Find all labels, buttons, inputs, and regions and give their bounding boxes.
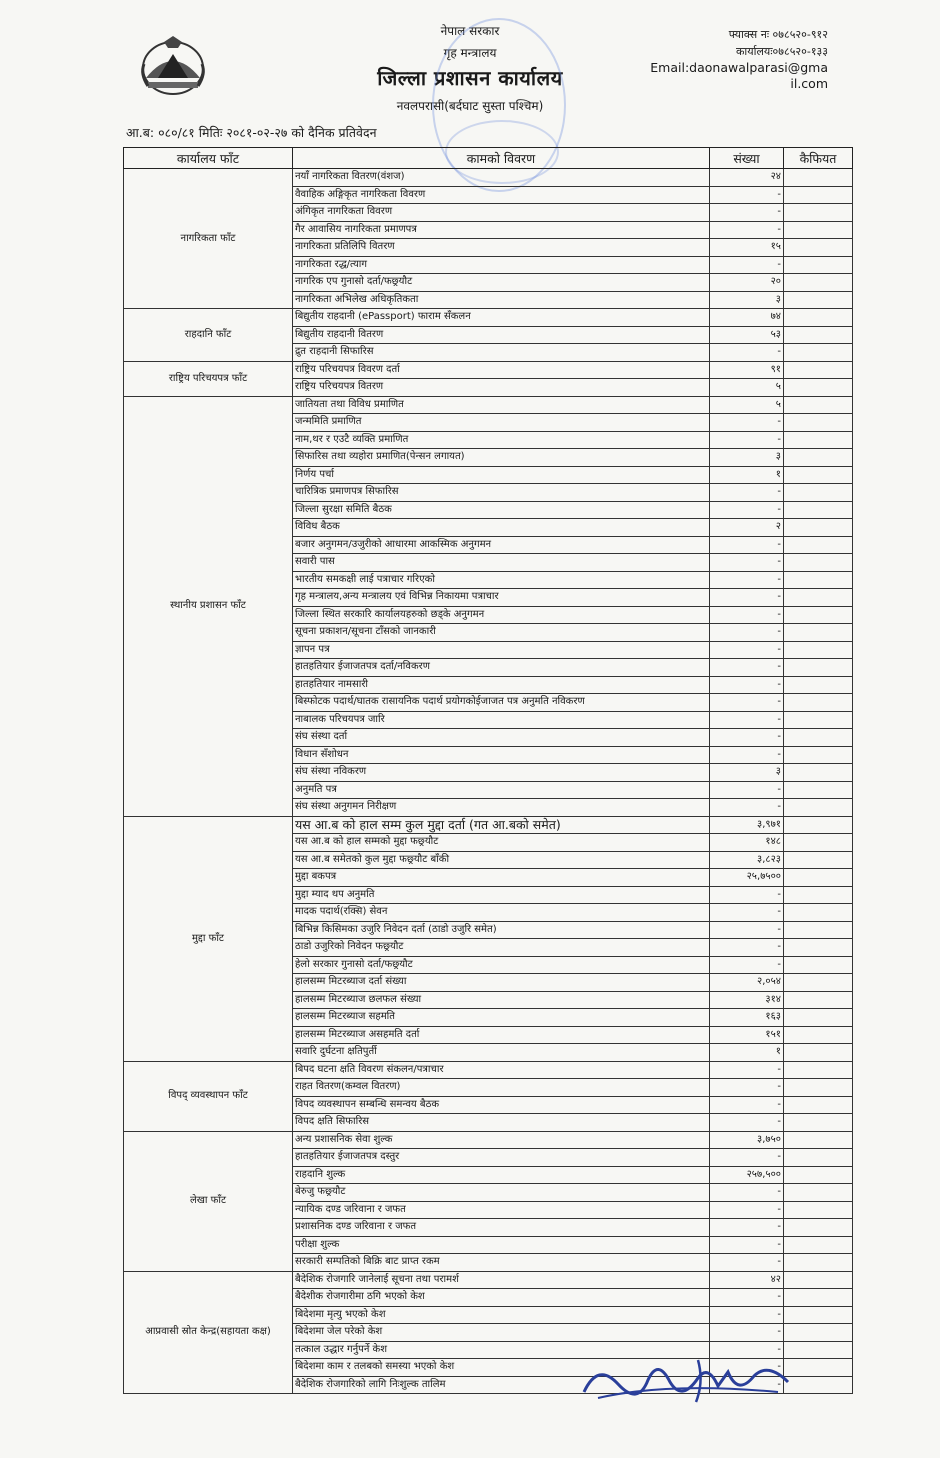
task-description: जातियता तथा विविध प्रमाणित: [293, 396, 710, 414]
task-description: परीक्षा शुल्क: [293, 1236, 710, 1254]
task-remarks: [784, 274, 853, 292]
fax-number: फ्याक्स नः ०७८५२०-९१२: [728, 28, 828, 41]
task-description: हालसम्म मिटरब्याज असहमति दर्ता: [293, 1026, 710, 1044]
section-name: राष्ट्रिय परिचयपत्र फाँट: [124, 361, 293, 396]
task-remarks: [784, 729, 853, 747]
task-count: -: [710, 414, 784, 432]
nepal-emblem-icon: [136, 34, 210, 98]
task-count: -: [710, 554, 784, 572]
task-description: सवारी पास: [293, 554, 710, 572]
task-remarks: [784, 659, 853, 677]
task-remarks: [784, 1044, 853, 1062]
task-description: अनुमति पत्र: [293, 781, 710, 799]
task-count: -: [710, 1254, 784, 1272]
task-remarks: [784, 781, 853, 799]
task-remarks: [784, 169, 853, 187]
table-row: [124, 169, 853, 187]
task-count: -: [710, 939, 784, 957]
task-description: राष्ट्रिय परिचयपत्र वितरण: [293, 379, 710, 397]
task-count: -: [710, 1324, 784, 1342]
task-remarks: [784, 204, 853, 222]
task-count: -: [710, 799, 784, 817]
task-description: द्रुत राहदानी सिफारिस: [293, 344, 710, 362]
task-remarks: [784, 501, 853, 519]
task-description: न्यायिक दण्ड जरिवाना र जफत: [293, 1201, 710, 1219]
column-header-description: कामको विवरण: [293, 148, 710, 169]
task-description: वैवाहिक अङ्गिकृत नागरिकता विवरण: [293, 186, 710, 204]
task-description: राहत वितरण(कम्वल वितरण): [293, 1079, 710, 1097]
task-description: सवारि दुर्घटना क्षतिपुर्ती: [293, 1044, 710, 1062]
task-description: बिद्युतीय राहदानी (ePassport) फाराम सँकलन: [293, 309, 710, 327]
task-remarks: [784, 519, 853, 537]
task-description: राहदानि शुल्क: [293, 1166, 710, 1184]
task-count: -: [710, 501, 784, 519]
task-count: -: [710, 956, 784, 974]
task-remarks: [784, 624, 853, 642]
task-count: २५७,५००: [710, 1166, 784, 1184]
task-remarks: [784, 221, 853, 239]
task-description: ज्ञापन पत्र: [293, 641, 710, 659]
task-remarks: [784, 869, 853, 887]
task-remarks: [784, 606, 853, 624]
task-description: यस आ.ब समेतको कुल मुद्दा फछ्र्यौट बाँकी: [293, 851, 710, 869]
task-description: जिल्ला सुरक्षा समिति बैठक: [293, 501, 710, 519]
task-description: हेलो सरकार गुनासो दर्ता/फछ्र्यौट: [293, 956, 710, 974]
task-count: -: [710, 204, 784, 222]
task-remarks: [784, 641, 853, 659]
task-remarks: [784, 1009, 853, 1027]
task-count: १५१: [710, 1026, 784, 1044]
task-description: बिभिन्न किसिमका उजुरि निवेदन दर्ता (ठाडो उजुरि समेत): [293, 921, 710, 939]
task-remarks: [784, 1254, 853, 1272]
task-description: नागरिकता रद्ध/त्याग: [293, 256, 710, 274]
task-remarks: [784, 239, 853, 257]
task-remarks: [784, 834, 853, 852]
task-count: -: [710, 484, 784, 502]
task-remarks: [784, 1184, 853, 1202]
task-remarks: [784, 1324, 853, 1342]
task-count: -: [710, 676, 784, 694]
task-count: ७४: [710, 309, 784, 327]
task-description: प्रशासनिक दण्ड जरिवाना र जफत: [293, 1219, 710, 1237]
column-header-count: संख्या: [710, 148, 784, 169]
task-count: -: [710, 1376, 784, 1394]
task-description: बिदेशमा जेल परेको केश: [293, 1324, 710, 1342]
task-count: ५३: [710, 326, 784, 344]
task-description: नाम,थर र एउटै व्यक्ति प्रमाणित: [293, 431, 710, 449]
task-remarks: [784, 466, 853, 484]
task-count: -: [710, 571, 784, 589]
task-remarks: [784, 991, 853, 1009]
office-phone: कार्यालयः०७८५२०-१३३: [735, 45, 828, 58]
task-remarks: [784, 676, 853, 694]
task-remarks: [784, 1306, 853, 1324]
task-remarks: [784, 1079, 853, 1097]
task-remarks: [784, 816, 853, 834]
task-remarks: [784, 711, 853, 729]
task-count: -: [710, 1184, 784, 1202]
task-remarks: [784, 431, 853, 449]
task-count: -: [710, 606, 784, 624]
task-description: हालसम्म मिटरब्याज छलफल संख्या: [293, 991, 710, 1009]
task-remarks: [784, 1026, 853, 1044]
task-count: -: [710, 694, 784, 712]
task-description: हातहतियार ईजाजतपत्र दस्तुर: [293, 1149, 710, 1167]
task-count: २,०५४: [710, 974, 784, 992]
task-description: गृह मन्त्रालय,अन्य मन्त्रालय एवं विभिन्न निकायमा पत्राचार: [293, 589, 710, 607]
column-header-remarks: कैफियत: [784, 148, 853, 169]
task-description: नागरिकता प्रतिलिपि वितरण: [293, 239, 710, 257]
task-remarks: [784, 1096, 853, 1114]
task-count: -: [710, 589, 784, 607]
task-remarks: [784, 1271, 853, 1289]
task-remarks: [784, 554, 853, 572]
letterhead: [0, 0, 940, 145]
task-count: -: [710, 781, 784, 799]
task-count: २४: [710, 169, 784, 187]
task-count: -: [710, 711, 784, 729]
task-description: हालसम्म मिटरब्याज दर्ता संख्या: [293, 974, 710, 992]
task-remarks: [784, 1201, 853, 1219]
table-row: [124, 816, 853, 834]
task-remarks: [784, 1114, 853, 1132]
section-name: स्थानीय प्रशासन फाँट: [124, 396, 293, 816]
task-count: -: [710, 886, 784, 904]
table-row: [124, 396, 853, 414]
task-count: -: [710, 1201, 784, 1219]
task-remarks: [784, 904, 853, 922]
task-count: -: [710, 1359, 784, 1377]
task-description: मुद्दा म्याद थप अनुमति: [293, 886, 710, 904]
ministry-name: गृह मन्त्रालय: [443, 46, 497, 60]
task-description: संघ संस्था दर्ता: [293, 729, 710, 747]
task-remarks: [784, 449, 853, 467]
task-remarks: [784, 851, 853, 869]
task-description: बिद्युतीय राहदानी वितरण: [293, 326, 710, 344]
task-description: नयाँ नागरिकता वितरण(वंशज): [293, 169, 710, 187]
task-remarks: [784, 921, 853, 939]
task-count: -: [710, 186, 784, 204]
task-description: बिपद घटना क्षति विवरण संकलन/पत्राचार: [293, 1061, 710, 1079]
task-count: -: [710, 746, 784, 764]
task-count: १५: [710, 239, 784, 257]
task-description: ठाडो उजुरिको निवेदन फछ्र्यौट: [293, 939, 710, 957]
task-description: बजार अनुगमन/उजुरीको आधारमा आकस्मिक अनुगमन: [293, 536, 710, 554]
task-count: -: [710, 1061, 784, 1079]
task-description: अन्य प्रशासनिक सेवा शुल्क: [293, 1131, 710, 1149]
task-count: -: [710, 1096, 784, 1114]
task-count: २५,७५००: [710, 869, 784, 887]
report-title: आ.ब: ०८०/८१ मितिः २०८१-०२-२७ को दैनिक प्रतिवेदन: [126, 125, 377, 140]
task-remarks: [784, 1219, 853, 1237]
task-description: बिदेशमा मृत्यु भएको केश: [293, 1306, 710, 1324]
task-description: बेरुजु फछ्र्यौट: [293, 1184, 710, 1202]
task-remarks: [784, 326, 853, 344]
task-description: जिल्ला स्थित सरकारि कार्यालयहरुको छड्के अनुगमन: [293, 606, 710, 624]
task-remarks: [784, 344, 853, 362]
task-description: संघ संस्था अनुगमन निरीक्षण: [293, 799, 710, 817]
task-description: चारित्रिक प्रमाणपत्र सिफारिस: [293, 484, 710, 502]
task-count: -: [710, 431, 784, 449]
task-count: -: [710, 1341, 784, 1359]
table-row: [124, 1271, 853, 1289]
task-count: ३: [710, 764, 784, 782]
task-description: मुद्दा बकपत्र: [293, 869, 710, 887]
task-remarks: [784, 1061, 853, 1079]
task-remarks: [784, 379, 853, 397]
task-count: १: [710, 466, 784, 484]
section-name: नागरिकता फाँट: [124, 169, 293, 309]
task-description: यस आ.ब को हाल सम्मको मुद्दा फछ्र्यौट: [293, 834, 710, 852]
task-remarks: [784, 291, 853, 309]
task-count: ९१: [710, 361, 784, 379]
task-description: संघ संस्था नविकरण: [293, 764, 710, 782]
task-count: ५: [710, 379, 784, 397]
column-header-section: कार्यालय फाँट: [124, 148, 293, 169]
daily-report-table: [123, 147, 853, 1394]
task-description: सरकारी सम्पतिको बिक्रि बाट प्राप्त रकम: [293, 1254, 710, 1272]
table-header-row: [124, 148, 853, 169]
task-count: ३,९७१: [710, 816, 784, 834]
task-count: -: [710, 1289, 784, 1307]
task-count: १६३: [710, 1009, 784, 1027]
task-description: बैदेशीक रोजगारीमा ठगि भएको केश: [293, 1289, 710, 1307]
task-description: नागरिक एप गुनासो दर्ता/फछ्र्यौट: [293, 274, 710, 292]
task-count: -: [710, 536, 784, 554]
task-count: १: [710, 1044, 784, 1062]
task-description: अंगिकृत नागरिकता विवरण: [293, 204, 710, 222]
task-description: विपद क्षति सिफारिस: [293, 1114, 710, 1132]
task-description: मादक पदार्थ(रक्सि) सेवन: [293, 904, 710, 922]
task-remarks: [784, 1131, 853, 1149]
task-description: निर्णय पर्चा: [293, 466, 710, 484]
task-description: विविध बैठक: [293, 519, 710, 537]
task-description: हातहतियार नामसारी: [293, 676, 710, 694]
task-description: सिफारिस तथा व्यहोरा प्रमाणित(पेन्सन लगायत): [293, 449, 710, 467]
task-description: राष्ट्रिय परिचयपत्र विवरण दर्ता: [293, 361, 710, 379]
task-count: -: [710, 921, 784, 939]
task-remarks: [784, 414, 853, 432]
task-count: -: [710, 344, 784, 362]
table-row: [124, 1061, 853, 1079]
office-location: नवलपरासी(बर्दघाट सुस्ता पश्चिम): [396, 99, 544, 113]
task-count: -: [710, 221, 784, 239]
task-count: -: [710, 1219, 784, 1237]
task-description: हालसम्म मिटरब्याज सहमति: [293, 1009, 710, 1027]
task-description: भारतीय समकक्षी लाई पत्राचार गरिएको: [293, 571, 710, 589]
task-remarks: [784, 186, 853, 204]
office-name: जिल्ला प्रशासन कार्यालय: [377, 66, 563, 90]
table-body: [124, 169, 853, 1394]
task-remarks: [784, 1289, 853, 1307]
task-count: २: [710, 519, 784, 537]
task-remarks: [784, 886, 853, 904]
email-address: Email:daonawalparasi@gmail.com: [650, 60, 828, 91]
task-remarks: [784, 764, 853, 782]
task-count: ५: [710, 396, 784, 414]
task-remarks: [784, 396, 853, 414]
task-description: यस आ.ब को हाल सम्म कुल मुद्दा दर्ता (गत आ.बको समेत): [293, 816, 710, 834]
task-remarks: [784, 694, 853, 712]
task-remarks: [784, 974, 853, 992]
task-count: २०: [710, 274, 784, 292]
task-remarks: [784, 571, 853, 589]
task-description: बैदेशिक रोजगारिको लागि निःशुल्क तालिम: [293, 1376, 710, 1394]
task-remarks: [784, 799, 853, 817]
task-count: ३: [710, 449, 784, 467]
task-remarks: [784, 746, 853, 764]
task-count: -: [710, 659, 784, 677]
task-count: ३: [710, 291, 784, 309]
task-description: सूचना प्रकाशन/सूचना टाँसको जानकारी: [293, 624, 710, 642]
task-count: -: [710, 1114, 784, 1132]
task-remarks: [784, 1236, 853, 1254]
task-count: ४२: [710, 1271, 784, 1289]
task-remarks: [784, 484, 853, 502]
task-remarks: [784, 361, 853, 379]
task-count: -: [710, 256, 784, 274]
task-description: नागरिकता अभिलेख अधिकृतिकता: [293, 291, 710, 309]
task-count: -: [710, 729, 784, 747]
government-name: नेपाल सरकार: [440, 24, 500, 38]
section-name: मुद्दा फाँट: [124, 816, 293, 1061]
task-description: तत्काल उद्धार गर्नुपर्ने केश: [293, 1341, 710, 1359]
task-count: ३१४: [710, 991, 784, 1009]
table-row: [124, 1131, 853, 1149]
task-description: नाबालक परिचयपत्र जारि: [293, 711, 710, 729]
task-description: बिस्फोटक पदार्थ/घातक रासायनिक पदार्थ प्रयोगकोईजाजत पत्र अनुमति नविकरण: [293, 694, 710, 712]
task-count: ३,८२३: [710, 851, 784, 869]
task-description: बिदेशमा काम र तलबको समस्या भएको केश: [293, 1359, 710, 1377]
task-remarks: [784, 1166, 853, 1184]
task-count: -: [710, 1149, 784, 1167]
task-description: बैदेशिक रोजगारि जानेलाई सूचना तथा परामर्श: [293, 1271, 710, 1289]
task-remarks: [784, 589, 853, 607]
task-count: -: [710, 1079, 784, 1097]
task-remarks: [784, 256, 853, 274]
task-remarks: [784, 1149, 853, 1167]
task-remarks: [784, 956, 853, 974]
task-count: १४८: [710, 834, 784, 852]
task-count: -: [710, 904, 784, 922]
task-count: -: [710, 1306, 784, 1324]
task-description: विपद व्यवस्थापन सम्बन्धि समन्वय बैठक: [293, 1096, 710, 1114]
task-description: हातहतियार ईजाजतपत्र दर्ता/नविकरण: [293, 659, 710, 677]
task-description: गैर आवासिय नागरिकता प्रमाणपत्र: [293, 221, 710, 239]
task-count: -: [710, 1236, 784, 1254]
table-row: [124, 309, 853, 327]
signature: [578, 1352, 803, 1412]
task-count: -: [710, 641, 784, 659]
task-description: जन्ममिति प्रमाणित: [293, 414, 710, 432]
task-count: ३,७५०: [710, 1131, 784, 1149]
task-remarks: [784, 939, 853, 957]
task-remarks: [784, 536, 853, 554]
task-count: -: [710, 624, 784, 642]
section-name: विपद् व्यवस्थापन फाँट: [124, 1061, 293, 1131]
section-name: लेखा फाँट: [124, 1131, 293, 1271]
task-remarks: [784, 309, 853, 327]
task-description: विधान सँशोधन: [293, 746, 710, 764]
section-name: राहदानि फाँट: [124, 309, 293, 362]
section-name: आप्रवासी स्रोत केन्द्र(सहायता कक्ष): [124, 1271, 293, 1394]
table-row: [124, 361, 853, 379]
